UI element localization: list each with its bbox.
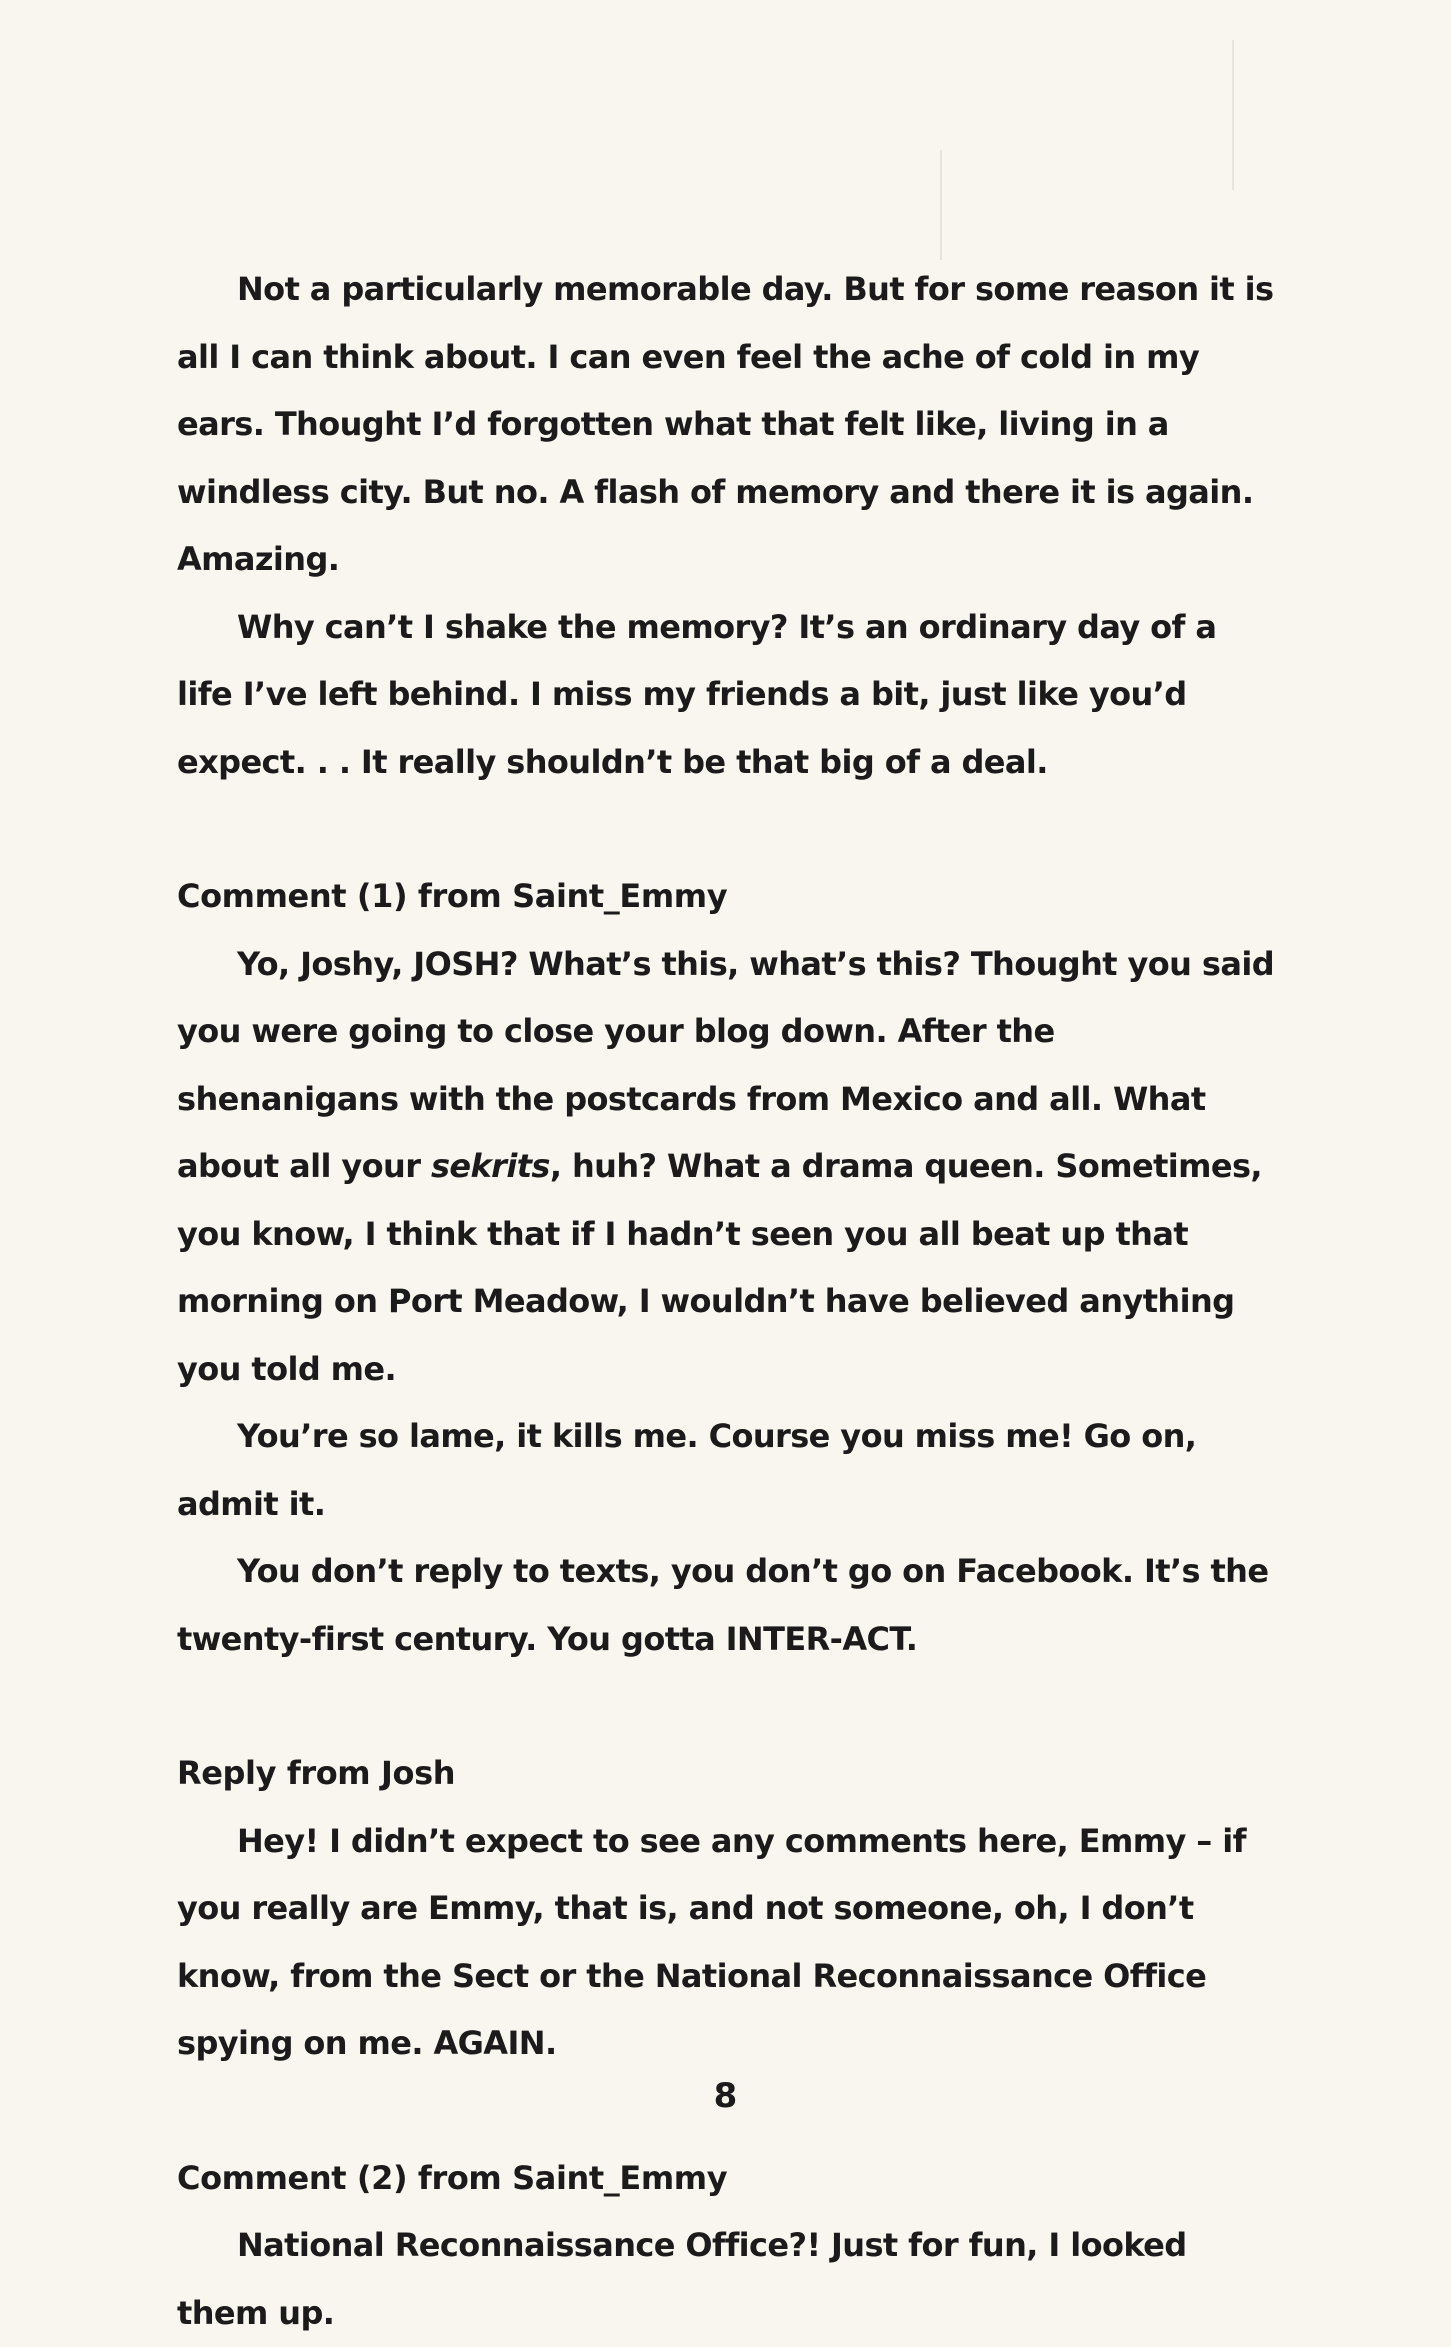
page-crease-mark — [940, 150, 942, 260]
comment-paragraph: You’re so lame, it kills me. Course you miss me! Go on, admit it. — [177, 1417, 1197, 1523]
comment-paragraph: National Reconnaissance Office?! Just for fun, I looked them up. — [177, 2226, 1187, 2332]
section-break — [177, 1673, 1277, 1740]
page-crease-mark — [1232, 40, 1234, 190]
reply-paragraph: Hey! I didn’t expect to see any comments here, Emmy – if you really are Emmy, that is, and not someone, oh, I don’t know, from the Sect or the National Reconnaissance Office spying on me. AGAIN. — [177, 1821, 1246, 2062]
section-break — [177, 796, 1277, 863]
body-text — [177, 256, 1277, 2347]
comment-paragraph — [177, 931, 1277, 1404]
comment-heading: Comment (1) from Saint_Emmy — [177, 877, 728, 915]
comment-text: , huh? What a drama queen. Sometimes, you know, I think that if I hadn’t seen you all beat up that morning on Port Meadow, I wouldn’t have believed anything you told me. — [177, 1147, 1262, 1388]
paragraph: Why can’t I shake the memory? It’s an ordinary day of a life I’ve left behind. I miss my friends a bit, just like you’d expect. . . It really shouldn’t be that big of a deal. — [177, 607, 1217, 781]
emphasized-word: sekrits — [430, 1147, 550, 1185]
comment-heading: Comment (2) from Saint_Emmy — [177, 2158, 728, 2197]
comment-paragraph: You don’t reply to texts, you don’t go on Facebook. It’s the twenty-first century. You gotta INTER-ACT. — [177, 1552, 1269, 1658]
reply-heading: Reply from Josh — [177, 1754, 456, 1792]
page-number: 8 — [713, 2076, 738, 2116]
comment-text: Yo, Joshy, JOSH? What’s this, what’s this? Thought you said you were going to close your blog down. After the shenanigans with the postcards from Mexico and all. What about all your — [177, 944, 1275, 1185]
paragraph: Not a particularly memorable day. But for some reason it is all I can think about. I can even feel the ache of cold in my ears. Thought I’d forgotten what that felt like, living in a windless city. But no. A flash of memory and there it is again. Amazing. — [177, 270, 1274, 578]
